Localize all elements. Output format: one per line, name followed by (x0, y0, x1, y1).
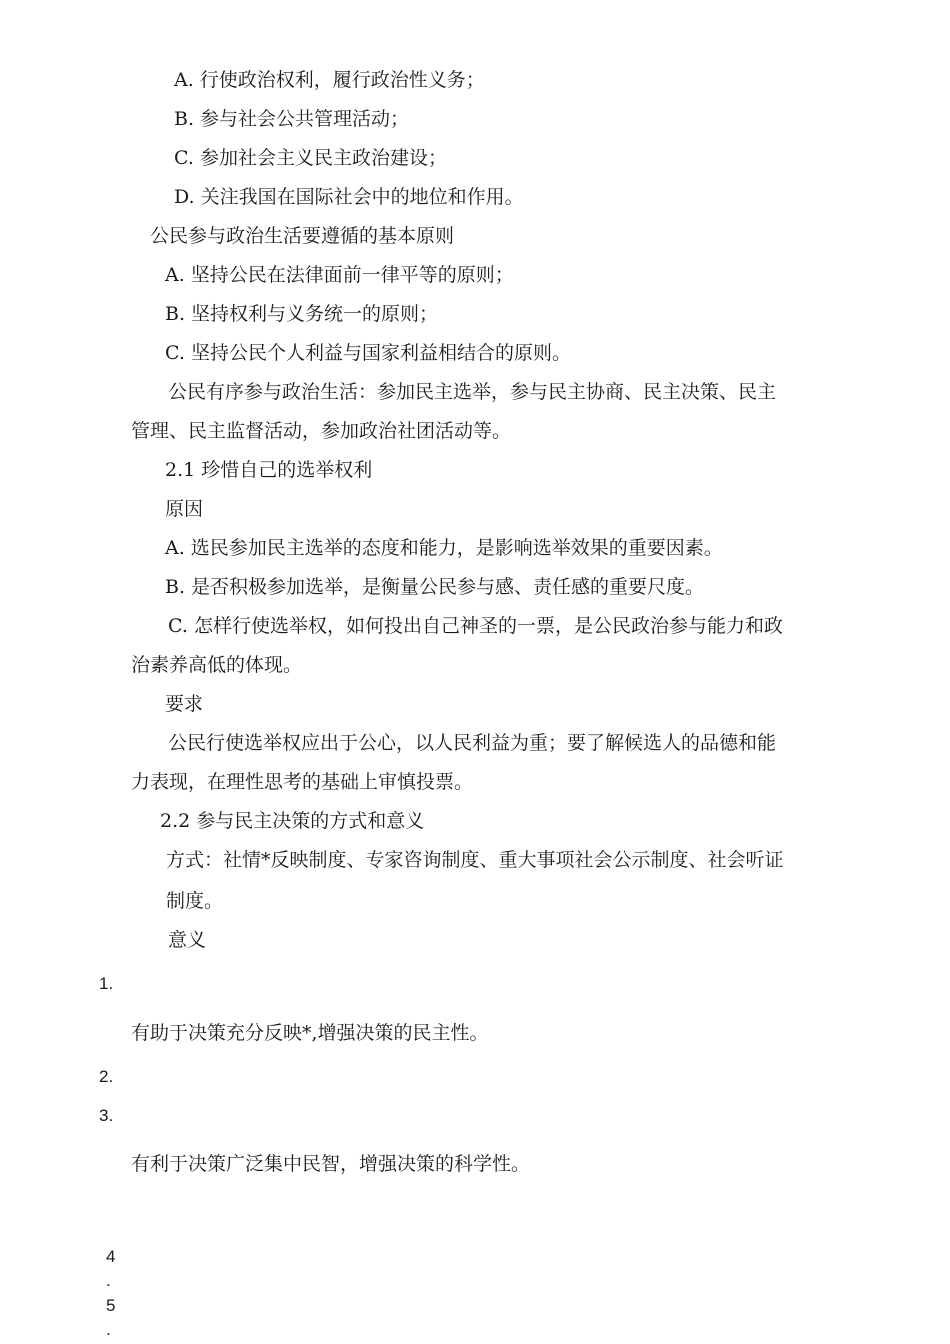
principle-c-text: C. 坚持公民个人利益与国家利益相结合的原则。 (165, 342, 571, 364)
label-significance: 意义 (168, 929, 207, 951)
reason-b-text: B. 是否积极参加选举，是衡量公民参与感、责任感的重要尺度。 (165, 576, 705, 598)
requirement-text: 公民行使选举权应出于公心，以人民利益为重；要了解候选人的品德和能 (168, 732, 777, 754)
list-item-text: 有助于决策充分反映*,增强决策的民主性。 (131, 1022, 489, 1044)
list-number: . (106, 1320, 111, 1339)
list-number: 3. (99, 1106, 114, 1125)
option-d-text: D. 关注我国在国际社会中的地位和作用。 (174, 186, 524, 208)
list-number: 2. (99, 1067, 114, 1086)
method-text: 方式：社情*反映制度、专家咨询制度、重大事项社会公示制度、社会听证 (166, 849, 784, 871)
label-requirement: 要求 (165, 693, 204, 715)
list-number: 1. (99, 974, 114, 993)
list-number: . (106, 1271, 111, 1290)
reason-a-text: A. 选民参加民主选举的态度和能力，是影响选举效果的重要因素。 (165, 537, 723, 559)
label-reason: 原因 (165, 498, 204, 520)
section-heading: 公民参与政治生活要遵循的基本原则 (150, 225, 455, 247)
reason-c-text: C. 怎样行使选举权，如何投出自己神圣的一票，是公民政治参与能力和政 (168, 615, 783, 637)
requirement-text: 力表现，在理性思考的基础上审慎投票。 (131, 771, 474, 793)
option-c-text: C. 参加社会主义民主政治建设； (174, 147, 447, 169)
reason-c-text: 治素养高低的体现。 (131, 654, 303, 676)
list-number: 4 (106, 1247, 116, 1266)
option-b-text: B. 参与社会公共管理活动； (174, 108, 410, 130)
option-a-text: A. 行使政治权利，履行政治性义务； (174, 69, 485, 91)
subsection-heading: 2.1 珍惜自己的选举权利 (165, 459, 373, 481)
method-text: 制度。 (166, 890, 224, 912)
subsection-heading: 2.2 参与民主决策的方式和意义 (160, 810, 425, 832)
principle-a-text: A. 坚持公民在法律面前一律平等的原则； (165, 264, 514, 286)
paragraph-text: 公民有序参与政治生活：参加民主选举，参与民主协商、民主决策、民主 (168, 381, 777, 403)
list-item-text: 有利于决策广泛集中民智，增强决策的科学性。 (131, 1153, 531, 1175)
list-number: 5 (106, 1296, 116, 1315)
principle-b-text: B. 坚持权利与义务统一的原则； (165, 303, 439, 325)
paragraph-text: 管理、民主监督活动，参加政治社团活动等。 (131, 420, 512, 442)
